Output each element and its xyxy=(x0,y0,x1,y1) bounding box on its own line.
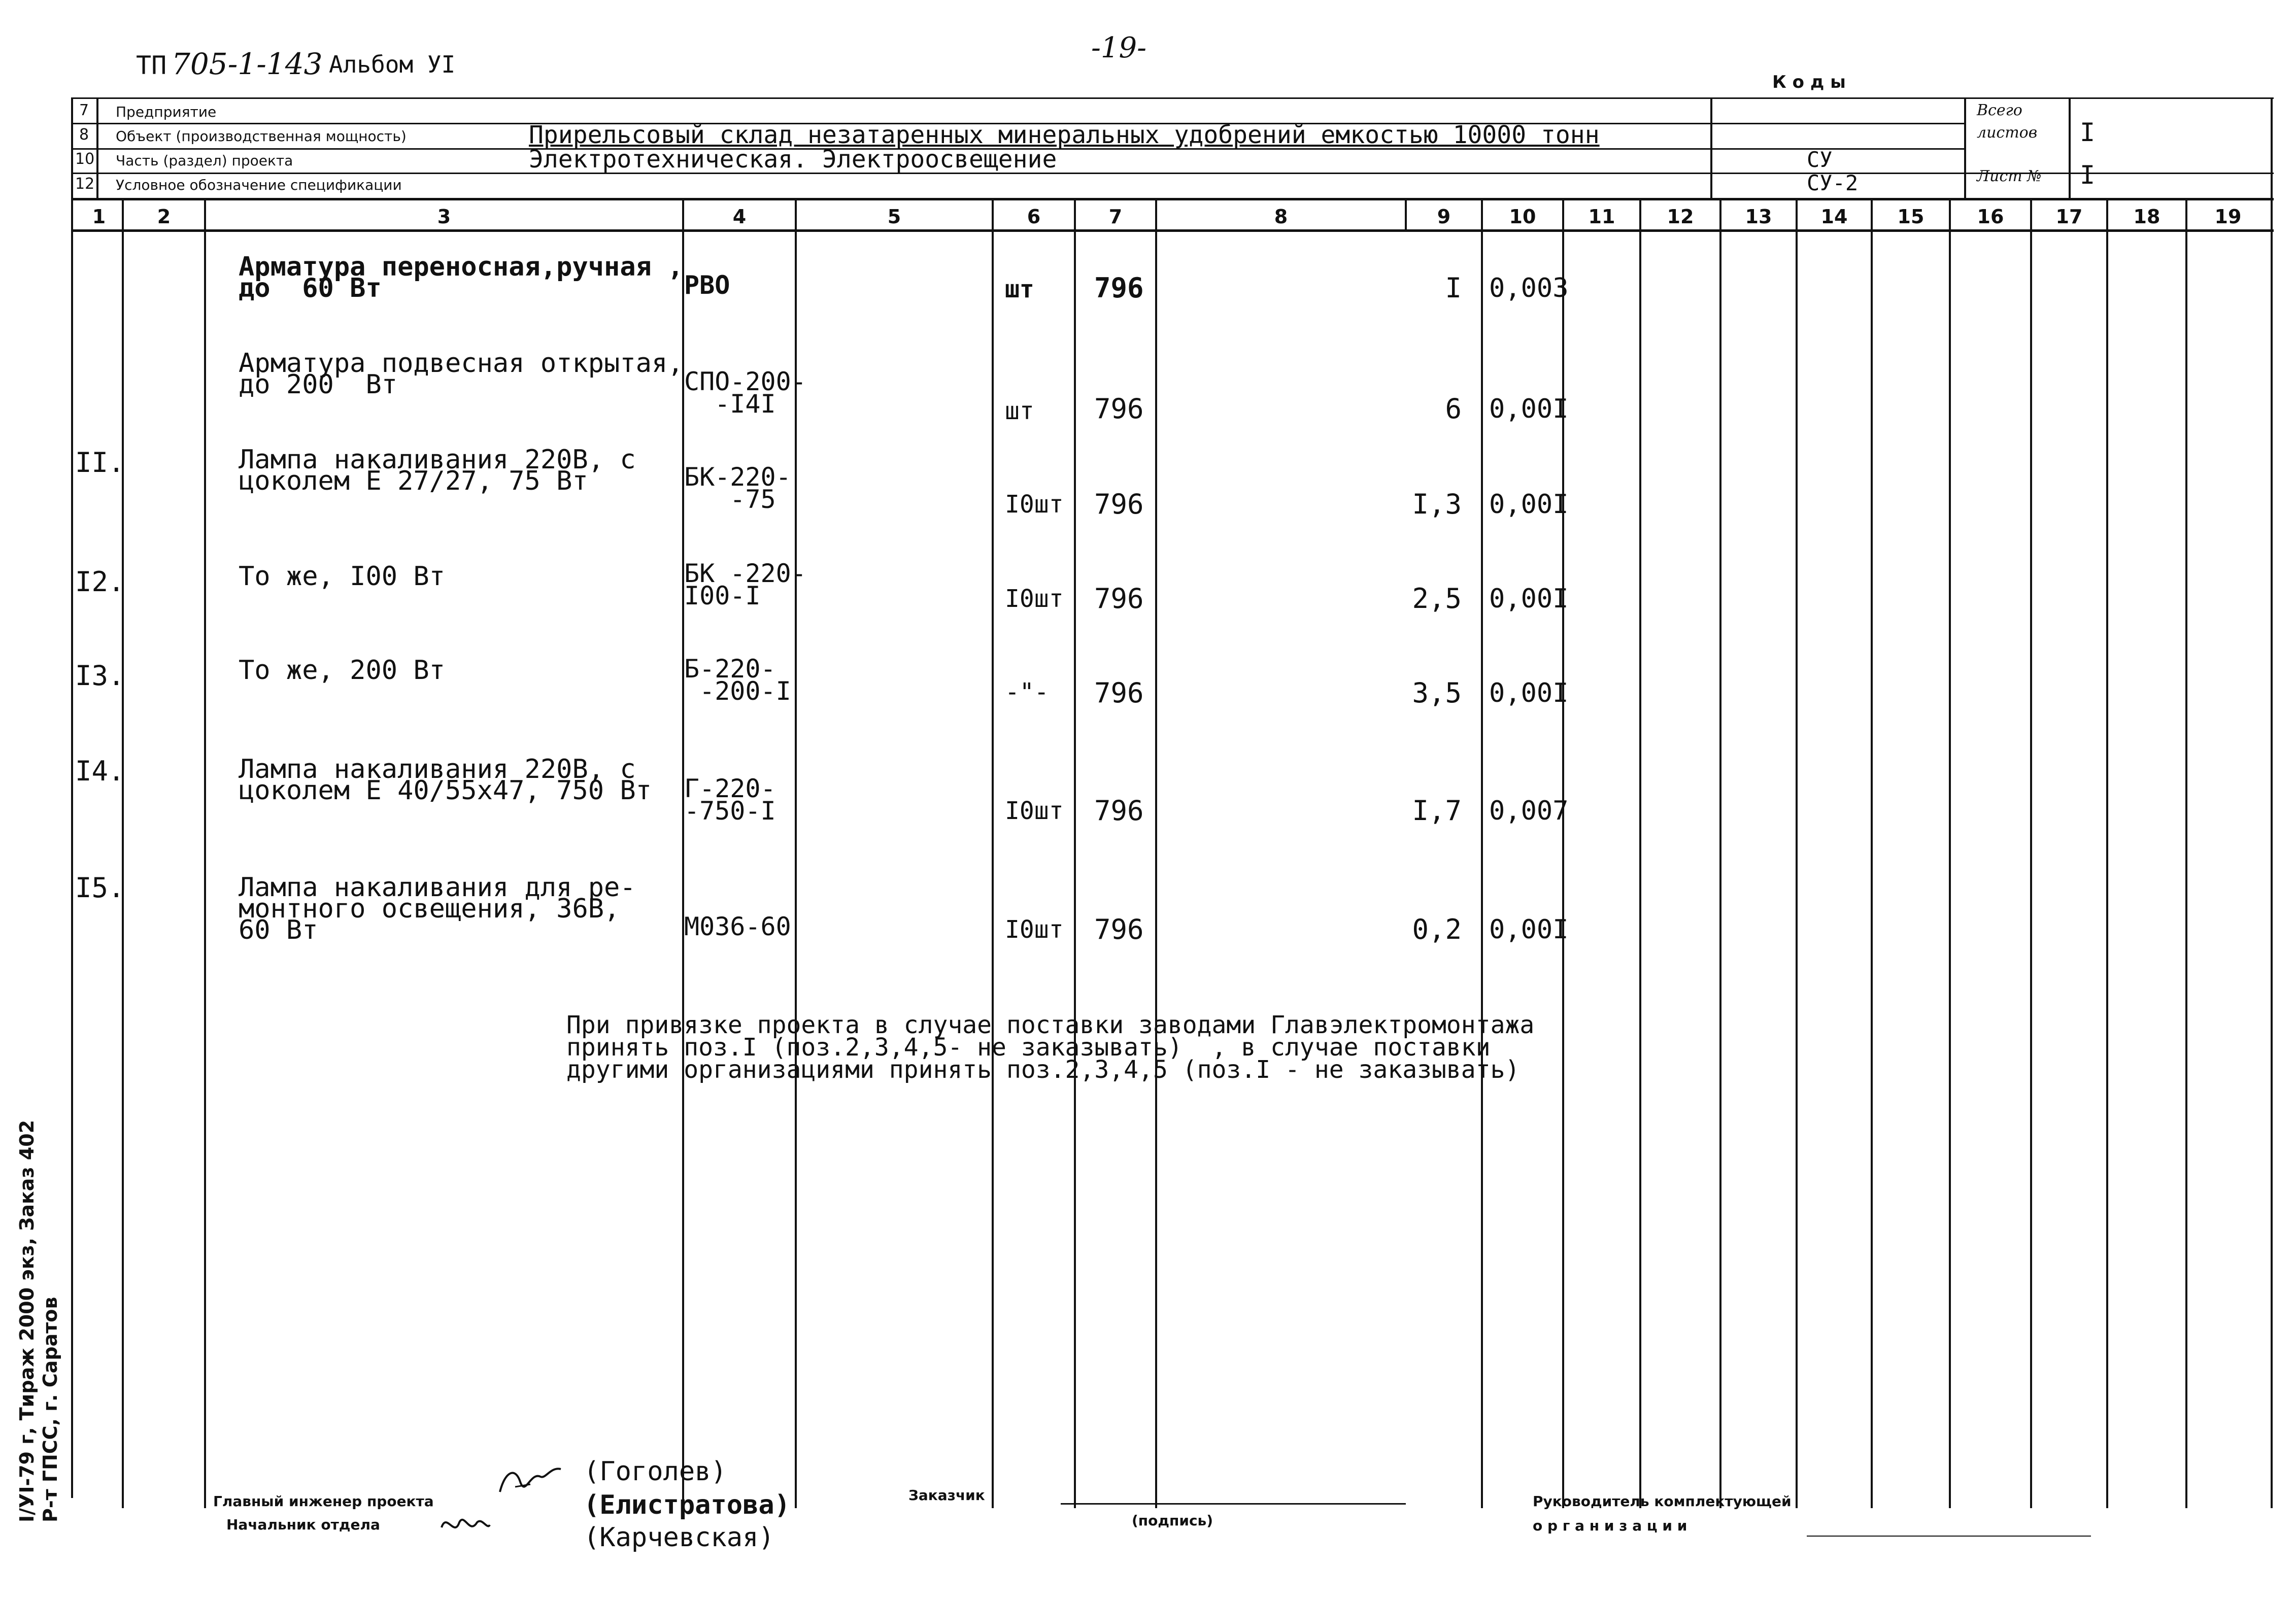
colnum-1: 1 xyxy=(92,206,106,228)
colnum-16: 16 xyxy=(1977,206,2004,228)
series-prefix: ТП xyxy=(136,51,167,80)
table-row-mark: БК-220- -75 xyxy=(684,462,791,514)
col-divider-13 xyxy=(1719,199,1721,1508)
colnum-3: 3 xyxy=(437,206,451,228)
colnum-19: 19 xyxy=(2214,206,2242,228)
installation-note: При привязке проекта в случае поставки заводами Главэлектромонтажа принять поз.I (поз.2,3,4,5- не заказывать) , в случае поставки другими организациями принять поз.2,3,4,5 (поз.I - не заказывать) xyxy=(566,1011,1535,1084)
album-label: Альбом УI xyxy=(329,51,456,78)
field-12-num: 12 xyxy=(75,175,95,193)
table-row-code: 796 xyxy=(1094,488,1144,520)
colnum-12: 12 xyxy=(1667,206,1694,228)
col-divider-6 xyxy=(992,199,994,1508)
colnum-5: 5 xyxy=(887,206,901,228)
object-name: Прирельсовый склад незатаренных минеральных удобрений емкостью 10000 тонн xyxy=(529,121,1600,149)
table-row-mark: БК -220- I00-I xyxy=(684,559,806,610)
signature-caption: (подпись) xyxy=(1132,1512,1213,1529)
table-row-name: Лампа накаливания для ре- монтного освещения, 36В, 60 Вт xyxy=(239,872,636,945)
colnum-4: 4 xyxy=(732,206,747,228)
table-row-name: Лампа накаливания 220В, с цоколем Е 27/27, 75 Вт xyxy=(239,445,636,496)
table-row-name: Арматура переносная,ручная , до 60 Вт xyxy=(239,252,684,303)
table-row-qty: 3,5 xyxy=(1412,677,1462,709)
table-row-mass: 0,00I xyxy=(1489,678,1569,708)
header-top-line xyxy=(71,97,2274,99)
sheet-no-label: Лист № xyxy=(1977,167,2042,185)
table-row-unit: I0шт xyxy=(1005,797,1064,825)
sheets-divider xyxy=(2069,97,2071,199)
table-row-mark: СПО-200- -I4I xyxy=(684,367,806,419)
colnum-7: 7 xyxy=(1108,206,1123,228)
header-line-12 xyxy=(71,173,2274,174)
field-7-label: Предприятие xyxy=(116,104,217,120)
table-row-mark: РВО xyxy=(684,270,730,300)
col-divider-7 xyxy=(1074,199,1076,1508)
header-num-divider xyxy=(96,97,98,199)
table-row-unit: -"- xyxy=(1005,678,1049,706)
table-row-code: 796 xyxy=(1094,393,1144,425)
signature-line xyxy=(1061,1503,1406,1505)
col-divider-8 xyxy=(1155,199,1157,1508)
dept-head-label: Начальник отдела xyxy=(226,1516,380,1533)
col-divider-3 xyxy=(204,199,206,1508)
table-row-code: 796 xyxy=(1094,795,1144,827)
table-row-name: То же, I00 Вт xyxy=(239,561,445,592)
supplier-label: Руководитель комплектующей о р г а н и з а ц и и xyxy=(1533,1493,1792,1534)
supplier-signature-line xyxy=(1807,1536,2091,1537)
customer-label: Заказчик xyxy=(908,1487,985,1504)
table-row-name: Арматура подвесная открытая, до 200 Вт xyxy=(239,348,684,400)
part-code: СУ xyxy=(1807,147,1833,172)
col-divider-16 xyxy=(1949,199,1951,1508)
total-sheets-label: Всего листов xyxy=(1977,101,2038,142)
table-row-unit: шт xyxy=(1005,397,1034,425)
table-row-pos: I4. xyxy=(75,755,125,787)
table-row-code: 796 xyxy=(1094,272,1144,304)
table-row-mass: 0,003 xyxy=(1489,273,1569,303)
table-row-unit: шт xyxy=(1005,275,1034,303)
table-row-unit: I0шт xyxy=(1005,915,1064,944)
col-divider-12 xyxy=(1639,199,1641,1508)
field-8-num: 8 xyxy=(79,126,89,144)
table-row-mass: 0,00I xyxy=(1489,584,1569,614)
field-8-label: Объект (производственная мощность) xyxy=(116,128,407,145)
table-row-mass: 0,00I xyxy=(1489,394,1569,424)
table-row-pos: I3. xyxy=(75,660,125,692)
colnum-18: 18 xyxy=(2133,206,2160,228)
field-12-label: Условное обозначение спецификации xyxy=(116,177,402,193)
colnum-8: 8 xyxy=(1274,206,1288,228)
col-divider-19 xyxy=(2185,199,2187,1508)
signatory-name-3: (Карчевская) xyxy=(584,1522,774,1553)
codes-label: К о д ы xyxy=(1772,72,1846,92)
table-row-name: Лампа накаливания 220В, с цоколем Е 40/55х47, 750 Вт xyxy=(239,754,652,806)
table-row-mass: 0,00I xyxy=(1489,914,1569,945)
colnum-14: 14 xyxy=(1820,206,1848,228)
table-row-qty: I xyxy=(1445,272,1462,304)
colnum-6: 6 xyxy=(1027,206,1041,228)
project-part: Электротехническая. Электроосвещение xyxy=(529,145,1057,174)
sheet-no-value: I xyxy=(2080,160,2096,190)
col-divider-2 xyxy=(122,199,124,1508)
table-row-qty: 6 xyxy=(1445,393,1462,425)
colnum-17: 17 xyxy=(2055,206,2083,228)
table-row-pos: I2. xyxy=(75,566,125,598)
col-divider-14 xyxy=(1796,199,1798,1508)
table-row-code: 796 xyxy=(1094,913,1144,945)
colnum-15: 15 xyxy=(1897,206,1924,228)
header-bottom-line xyxy=(71,198,2274,200)
table-row-qty: 2,5 xyxy=(1412,583,1462,615)
table-row-pos: I5. xyxy=(75,872,125,904)
table-row-code: 796 xyxy=(1094,677,1144,709)
colnum-13: 13 xyxy=(1745,206,1772,228)
signature-2-icon xyxy=(436,1507,492,1543)
chief-engineer-label: Главный инженер проекта xyxy=(213,1493,434,1510)
table-row-mark: М036-60 xyxy=(684,912,791,941)
field-10-num: 10 xyxy=(75,150,95,168)
table-row-code: 796 xyxy=(1094,583,1144,615)
codes-right-divider xyxy=(1964,97,1966,199)
col-divider-15 xyxy=(1871,199,1873,1508)
signature-1-icon xyxy=(495,1461,566,1502)
codes-left-divider xyxy=(1710,97,1712,199)
total-sheets-value: I xyxy=(2080,118,2096,147)
signatory-name-2: (Елистратова) xyxy=(584,1490,790,1520)
table-row-mass: 0,00I xyxy=(1489,489,1569,520)
table-row-mark: Б-220- -200-I xyxy=(684,654,791,706)
col-divider-18 xyxy=(2106,199,2108,1508)
table-row-name: То же, 200 Вт xyxy=(239,655,445,686)
col-divider-10 xyxy=(1481,199,1483,1508)
colnum-2: 2 xyxy=(157,206,171,228)
colnum-10: 10 xyxy=(1509,206,1536,228)
table-row-qty: I,7 xyxy=(1412,795,1462,827)
table-row-pos: II. xyxy=(75,447,125,479)
colnum-11: 11 xyxy=(1588,206,1615,228)
table-row-mark: Г-220- -750-I xyxy=(684,774,776,826)
table-row-mass: 0,007 xyxy=(1489,796,1569,826)
spec-code: СУ-2 xyxy=(1807,171,1859,195)
colnum-9: 9 xyxy=(1437,206,1451,228)
series-number: 705-1-143 xyxy=(172,47,323,81)
signatory-name-1: (Гоголев) xyxy=(584,1456,727,1487)
field-10-label: Часть (раздел) проекта xyxy=(116,152,293,169)
header-left-border xyxy=(71,97,73,1498)
page-number: -19- xyxy=(1091,31,1147,64)
table-row-unit: I0шт xyxy=(1005,490,1064,519)
col-divider-17 xyxy=(2030,199,2032,1508)
print-info: I/УI-79 г, Тираж 2000 экз, Заказ 402 Р-т ГПСС, г. Саратов xyxy=(16,1119,61,1522)
right-border xyxy=(2271,97,2273,1508)
table-row-unit: I0шт xyxy=(1005,585,1064,613)
table-row-qty: 0,2 xyxy=(1412,913,1462,945)
field-7-num: 7 xyxy=(79,101,89,119)
colnum-bottom-line xyxy=(71,229,2274,232)
table-row-qty: I,3 xyxy=(1412,488,1462,520)
